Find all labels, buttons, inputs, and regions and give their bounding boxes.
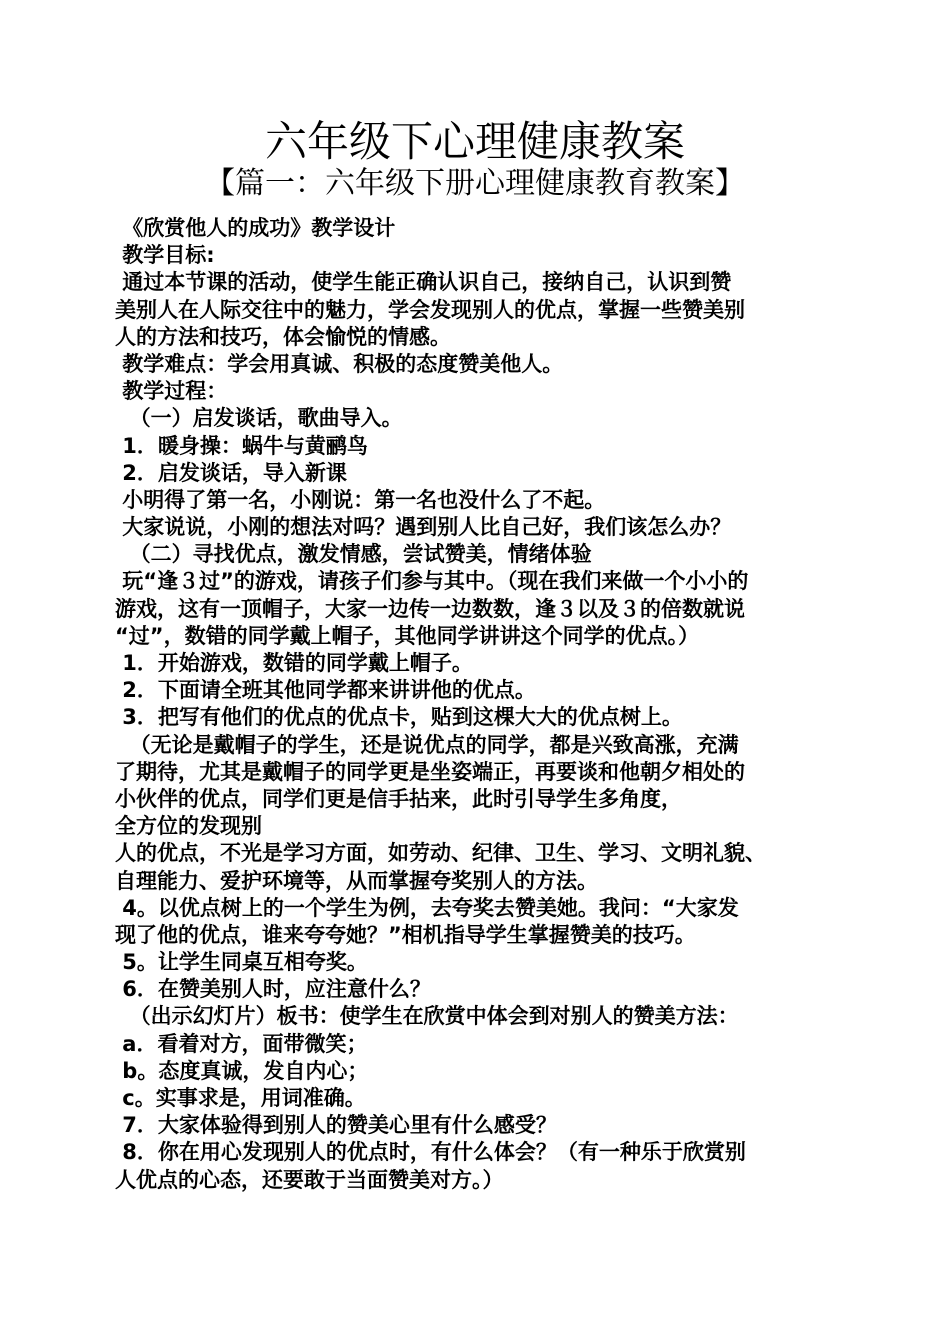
paragraph-line: 3．把写有他们的优点的优点卡，贴到这棵大大的优点树上。 <box>115 705 683 730</box>
paragraph-line: 8．你在用心发现别人的优点时，有什么体会？（有一种乐于欣赏别 <box>115 1140 746 1165</box>
paragraph-line: 美别人在人际交往中的魅力，学会发现别人的优点，掌握一些赞美别 <box>115 297 745 322</box>
paragraph-line: a．看着对方，面带微笑； <box>115 1031 368 1056</box>
paragraph-line: b。态度真诚，发自内心； <box>115 1058 369 1083</box>
paragraph-line: 教学目标: <box>115 243 215 268</box>
paragraph-line: 2．启发谈话，导入新课 <box>115 460 347 485</box>
paragraph-line: 4。以优点树上的一个学生为例，去夸奖去赞美她。我问：“大家发 <box>115 895 739 920</box>
paragraph-line: （无论是戴帽子的学生，还是说优点的同学，都是兴致高涨，充满 <box>115 732 739 757</box>
paragraph-line: （二）寻找优点，激发情感，尝试赞美，情绪体验 <box>115 542 592 567</box>
paragraph-line: 2．下面请全班其他同学都来讲讲他的优点。 <box>115 678 536 703</box>
paragraph-line: “过”，数错的同学戴上帽子，其他同学讲讲这个同学的优点。） <box>115 623 700 648</box>
paragraph-line: 人的优点，不光是学习方面，如劳动、纪律、卫生、学习、文明礼貌、 <box>115 841 766 866</box>
paragraph-line: 1．开始游戏，数错的同学戴上帽子。 <box>115 651 473 675</box>
paragraph-line: 现了他的优点，谁来夸夸她？”相机指导学生掌握赞美的技巧。 <box>115 922 696 947</box>
document-body <box>115 215 850 1194</box>
paragraph-line: 了期待，尤其是戴帽子的同学更是坐姿端正，再要谈和他朝夕相处的 <box>115 759 745 784</box>
paragraph-line: 通过本节课的活动，使学生能正确认识自己，接纳自己，认识到赞 <box>115 270 732 295</box>
paragraph-line: 教学难点：学会用真诚、积极的态度赞美他人。 <box>115 351 564 376</box>
paragraph-line: 5。让学生同桌互相夸奖。 <box>115 950 368 975</box>
document-title: 六年级下心理健康教案 <box>264 117 685 166</box>
paragraph-line: 人优点的心态，还要敢于当面赞美对方。） <box>115 1167 504 1192</box>
paragraph-line: 教学过程： <box>115 379 228 404</box>
paragraph-line: 6．在赞美别人时，应注意什么？ <box>115 977 431 1002</box>
paragraph-line: 小明得了第一名，小刚说：第一名也没什么了不起。 <box>115 487 606 512</box>
section-heading: 《欣赏他人的成功》教学设计 <box>115 216 396 240</box>
paragraph-line: 游戏，这有一顶帽子，大家一边传一边数数，逢３以及３的倍数就说 <box>115 596 745 621</box>
paragraph-line: 1．暖身操：蜗牛与黄鹂鸟 <box>115 433 368 458</box>
paragraph-line: 7．大家体验得到别人的赞美心里有什么感受？ <box>115 1113 557 1138</box>
paragraph-line: 玩“逢３过”的游戏，请孩子们参与其中。（现在我们来做一个小小的 <box>115 569 749 594</box>
paragraph-line: c。实事求是，用词准确。 <box>115 1086 366 1110</box>
paragraph-line: 自理能力、爱护环境等，从而掌握夸奖别人的方法。 <box>115 868 598 893</box>
paragraph-line: 小伙伴的优点，同学们更是信手拈来，此时引导学生多角度， <box>115 786 682 811</box>
paragraph-line: （出示幻灯片）板书：使学生在欣赏中体会到对别人的赞美方法： <box>115 1004 739 1029</box>
paragraph-line: 人的方法和技巧，体会愉悦的情感。 <box>115 324 451 349</box>
paragraph-line: 大家说说，小刚的想法对吗？遇到别人比自己好，我们该怎么办？ <box>115 515 732 540</box>
paragraph-line: 全方位的发现别 <box>115 814 262 839</box>
paragraph-line: （一）启发谈话，歌曲导入。 <box>115 406 403 431</box>
document-subtitle: 【篇一：六年级下册心理健康教育教案】 <box>205 166 745 201</box>
